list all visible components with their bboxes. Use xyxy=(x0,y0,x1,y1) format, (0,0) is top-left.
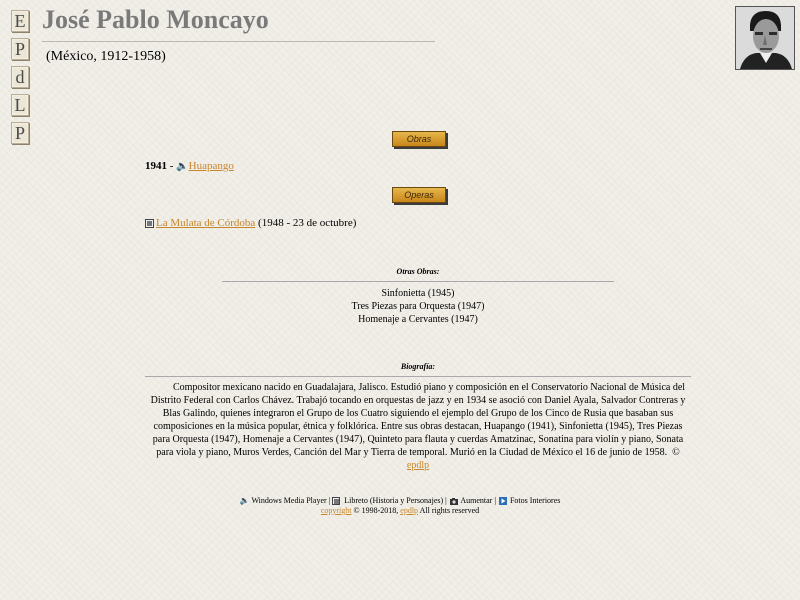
speaker-icon[interactable]: 🔈 xyxy=(176,161,189,172)
list-item: Sinfonietta (1945) xyxy=(381,288,455,299)
site-nav-tiles xyxy=(11,10,29,150)
nav-tile-letter: P xyxy=(14,39,25,59)
huapango-link[interactable]: Huapango xyxy=(188,160,234,172)
nav-tile-letter: L xyxy=(14,95,26,115)
biografia-divider xyxy=(145,376,691,377)
copyright-text: © 1998-2018, xyxy=(353,506,399,515)
nav-tile-letter: d xyxy=(15,67,25,87)
legend-aumentar: Aumentar xyxy=(460,496,493,505)
list-item: Homenaje a Cervantes (1947) xyxy=(358,314,478,325)
composer-portrait xyxy=(735,6,795,70)
nav-tile-letter: P xyxy=(14,123,25,143)
legend-fotos: Fotos Interiores xyxy=(509,496,561,505)
list-item: Tres Piezas para Orquesta (1947) xyxy=(351,301,485,312)
biografia-heading: Biografía: xyxy=(400,362,436,371)
legend-wmp: Windows Media Player xyxy=(251,496,327,505)
page-title: José Pablo Moncayo xyxy=(42,5,269,34)
mulata-de-cordoba-link[interactable]: La Mulata de Córdoba xyxy=(156,217,256,229)
copyright-link[interactable]: copyright xyxy=(320,506,352,515)
obras-section-label: Obras xyxy=(406,134,432,144)
legend-separator: | xyxy=(445,496,447,505)
nav-tile-p[interactable] xyxy=(11,38,29,60)
bio-epdlp-link[interactable]: epdlp xyxy=(406,460,430,471)
otras-obras-heading: Otras Obras: xyxy=(396,267,440,276)
obras-year: 1941 xyxy=(145,160,167,172)
legend-separator: | xyxy=(328,496,331,505)
opera-entry xyxy=(145,217,356,229)
operas-section-label: Operas xyxy=(404,190,434,200)
bio-copyright-symbol: © xyxy=(672,447,680,458)
otras-obras-divider xyxy=(222,281,614,282)
nav-tile-d[interactable] xyxy=(11,66,29,88)
footer-legend xyxy=(0,496,800,505)
opera-date: (1948 - 23 de octubre) xyxy=(258,217,357,229)
legend-separator: | xyxy=(494,496,496,505)
libreto-icon xyxy=(332,497,340,505)
nav-tile-l[interactable] xyxy=(11,94,29,116)
otras-obras-list xyxy=(222,287,614,326)
nav-tile-letter: E xyxy=(14,11,26,31)
libreto-icon[interactable] xyxy=(145,219,154,228)
camera-icon xyxy=(450,497,458,505)
nav-tile-p2[interactable] xyxy=(11,122,29,144)
title-divider xyxy=(42,41,435,42)
rights-text: All rights reserved xyxy=(419,506,480,515)
page-subtitle: (México, 1912-1958) xyxy=(46,49,166,64)
biography-text xyxy=(145,381,691,472)
legend-libreto: Libreto (Historia y Personajes) xyxy=(344,496,444,505)
operas-section-button[interactable] xyxy=(392,187,446,203)
epdlp-site-link[interactable]: epdlp xyxy=(400,506,419,515)
obras-entry xyxy=(145,160,234,172)
nav-tile-e[interactable] xyxy=(11,10,29,32)
speaker-icon: 🔈 xyxy=(239,496,250,505)
biography-paragraph: Compositor mexicano nacido en Guadalajara, Jalisco. Estudió piano y composición en el Conservatorio Nacional de Música del Distrito Federal con Carlos Chávez. Trabajó tocando en orquestas de jazz y en 1934 se asoció con Daniel Ayala, Salvador Contreras y Blas Galindo, quienes integraron el Grupo de los Cuatro siguiendo el ejemplo del Grupo de los Cinco de Rusia que basaban sus composiciones en la música popular, étnica y folklórica. Entre sus obras destacan, Huapango (1941), Sinfonietta (1945), Tres Piezas para Orquesta (1947), Homenaje a Cervantes (1947), Quinteto para flauta y cuerdas Amatzinac, Sonatina para violín y piano, Sonata para viola y piano, Muros Verdes, Canción del Mar y Tierra de temporal. Murió en la Ciudad de México el 16 de junio de 1958. xyxy=(150,382,686,458)
play-icon xyxy=(499,497,507,505)
footer-copyright xyxy=(0,506,800,515)
obras-section-button[interactable] xyxy=(392,131,446,147)
obras-separator: - xyxy=(167,160,177,172)
